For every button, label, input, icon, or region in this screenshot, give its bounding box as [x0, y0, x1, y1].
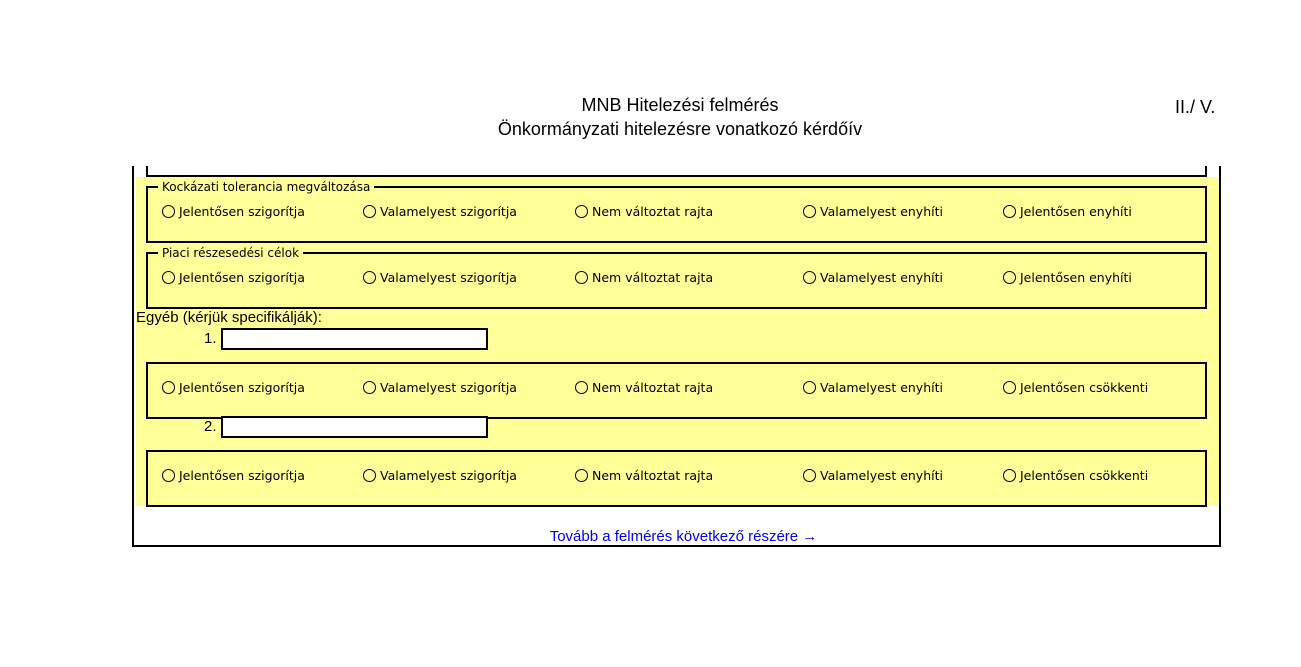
radio-label: Jelentősen szigorítja: [179, 380, 305, 395]
risk-tolerance-option[interactable]: [363, 204, 517, 219]
other-item-2-input[interactable]: [221, 416, 488, 438]
radio-label: Valamelyest enyhíti: [820, 204, 943, 219]
radio-label: Valamelyest enyhíti: [820, 380, 943, 395]
radio-button[interactable]: [363, 469, 376, 482]
other-item-number: 2.: [204, 418, 217, 435]
radio-button[interactable]: [1003, 205, 1016, 218]
radio-button[interactable]: [575, 271, 588, 284]
market-share-option[interactable]: [162, 270, 305, 285]
radio-label: Valamelyest enyhíti: [820, 468, 943, 483]
radio-label: Nem változtat rajta: [592, 270, 714, 285]
radio-button[interactable]: [162, 205, 175, 218]
radio-button[interactable]: [1003, 381, 1016, 394]
radio-label: Valamelyest enyhíti: [820, 270, 943, 285]
page-subtitle: Önkormányzati hitelezésre vonatkozó kérdőív: [497, 119, 863, 139]
radio-button[interactable]: [1003, 271, 1016, 284]
market-share-option[interactable]: [363, 270, 517, 285]
page-title: MNB Hitelezési felmérés: [581, 95, 779, 115]
radio-button[interactable]: [363, 205, 376, 218]
radio-button[interactable]: [803, 271, 816, 284]
market-share-option[interactable]: [575, 270, 713, 285]
radio-label: Nem változtat rajta: [592, 204, 714, 219]
other-item-1-input[interactable]: [221, 328, 488, 350]
radio-button[interactable]: [162, 381, 175, 394]
other-item-2-option[interactable]: [803, 468, 943, 483]
risk-tolerance-option[interactable]: [1003, 204, 1132, 219]
market-share-option[interactable]: [803, 270, 943, 285]
radio-button[interactable]: [1003, 469, 1016, 482]
radio-button[interactable]: [162, 469, 175, 482]
risk-tolerance-option[interactable]: [803, 204, 943, 219]
other-item-1-option[interactable]: [575, 380, 713, 395]
risk-tolerance-option[interactable]: [162, 204, 305, 219]
other-item-2-option[interactable]: [575, 468, 713, 483]
radio-button[interactable]: [803, 381, 816, 394]
other-item-1-option[interactable]: [1003, 380, 1148, 395]
radio-button[interactable]: [162, 271, 175, 284]
radio-label: Valamelyest szigorítja: [380, 468, 517, 483]
other-item-2-option[interactable]: [363, 468, 517, 483]
radio-button[interactable]: [363, 381, 376, 394]
radio-label: Valamelyest szigorítja: [380, 270, 517, 285]
other-item-2-option[interactable]: [1003, 468, 1148, 483]
radio-label: Jelentősen szigorítja: [179, 204, 305, 219]
radio-label: Nem változtat rajta: [592, 380, 714, 395]
group-legend: Kockázati tolerancia megváltozása: [158, 180, 374, 194]
radio-label: Valamelyest szigorítja: [380, 380, 517, 395]
radio-label: Jelentősen csökkenti: [1020, 468, 1149, 483]
page-indicator: II./ V.: [1175, 97, 1216, 117]
radio-button[interactable]: [575, 469, 588, 482]
radio-label: Jelentősen szigorítja: [179, 270, 305, 285]
other-item-1-option[interactable]: [803, 380, 943, 395]
radio-label: Jelentősen enyhíti: [1020, 204, 1132, 219]
other-item-number: 1.: [204, 330, 217, 347]
risk-tolerance-option[interactable]: [575, 204, 713, 219]
radio-button[interactable]: [803, 469, 816, 482]
group-legend: Piaci részesedési célok: [158, 246, 303, 260]
other-label: Egyéb (kérjük specifikálják):: [136, 309, 322, 326]
radio-button[interactable]: [363, 271, 376, 284]
radio-button[interactable]: [575, 205, 588, 218]
radio-label: Valamelyest szigorítja: [380, 204, 517, 219]
other-item-2-option[interactable]: [162, 468, 305, 483]
radio-button[interactable]: [803, 205, 816, 218]
radio-label: Nem változtat rajta: [592, 468, 714, 483]
other-item-1-option[interactable]: [363, 380, 517, 395]
radio-label: Jelentősen szigorítja: [179, 468, 305, 483]
radio-label: Jelentősen enyhíti: [1020, 270, 1132, 285]
radio-label: Jelentősen csökkenti: [1020, 380, 1149, 395]
other-item-1-option[interactable]: [162, 380, 305, 395]
radio-button[interactable]: [575, 381, 588, 394]
market-share-option[interactable]: [1003, 270, 1132, 285]
next-section-link[interactable]: Tovább a felmérés következő részére →: [549, 528, 818, 545]
